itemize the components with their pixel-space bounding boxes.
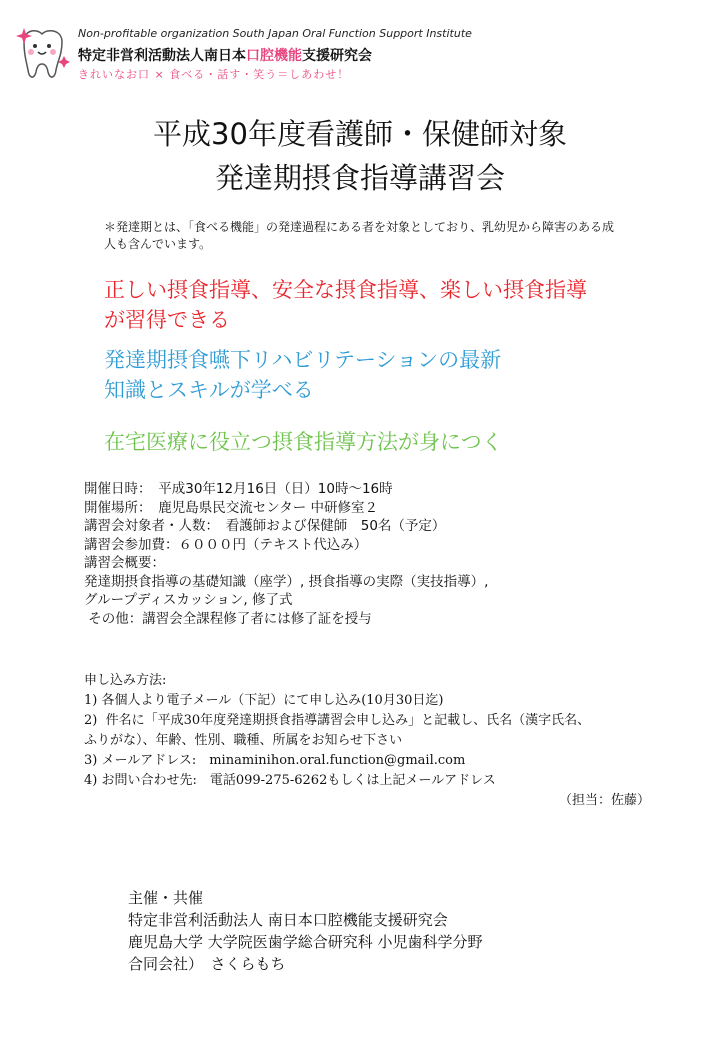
highlight-line: 正しい摂食指導、安全な摂食指導、楽しい摂食指導 xyxy=(104,278,587,302)
detail-line: 講習会対象者・人数： 看護師および保健師 50名（予定） xyxy=(84,518,446,534)
highlight-line: が習得できる xyxy=(104,308,230,332)
org-name-japanese xyxy=(78,45,372,65)
organizer-item: 合同会社） さくらもち xyxy=(128,955,286,973)
slogan: きれいなお口 × 食べる・話す・笑う＝しあわせ！ xyxy=(78,68,350,81)
org-name-highlight: 口腔機能 xyxy=(246,48,302,64)
detail-line: 講習会参加費：６０００円（テキスト代込み） xyxy=(84,536,368,553)
org-name-english: Non-profitable organization South Japan Oral Function Support Institute xyxy=(78,27,472,40)
apply-line: 1) 各個人より電子メール（下記）にて申し込み(10月30日迄) xyxy=(84,693,444,708)
apply-line: 2) 件名に「平成30年度発達期摂食指導講習会申し込み」と記載し、氏名（漢字氏名、 xyxy=(84,713,591,728)
organizers xyxy=(128,887,483,975)
detail-line: 開催場所： 鹿児島県民交流センター 中研修室２ xyxy=(84,499,379,516)
apply-line: 申し込み方法: xyxy=(84,673,167,688)
org-name-suffix: 支援研究会 xyxy=(302,48,372,64)
organizer-item: 特定非営利活動法人 南日本口腔機能支援研究会 xyxy=(128,911,448,929)
page-title-line1: 平成30年度看護師・保健師対象 xyxy=(153,117,567,151)
detail-line: その他：講習会全課程修了者には修了証を授与 xyxy=(84,610,372,627)
highlight-line: 知識とスキルが学べる xyxy=(104,378,314,402)
highlight-rehab-knowledge xyxy=(104,345,501,405)
apply-email-line[interactable]: 3) メールアドレス: minaminihon.oral.function@gmail.com xyxy=(84,753,466,768)
contact-person: （担当：佐藤） xyxy=(558,793,650,808)
highlight-correct-feeding xyxy=(104,275,587,335)
detail-line: グループディスカッション, 修了式 xyxy=(84,592,293,608)
apply-line: 4) お問い合わせ先: 電話099-275-6262もしくは上記メールアドレス xyxy=(84,773,496,788)
apply-line: ふりがな）、年齢、性別、職種、所属をお知らせ下さい xyxy=(84,733,403,748)
page-title-line2: 発達期摂食指導講習会 xyxy=(214,161,505,195)
highlight-line: 在宅医療に役立つ摂食指導方法が身につく xyxy=(104,430,503,454)
application-instructions xyxy=(84,671,590,791)
tooth-mascot-icon xyxy=(14,24,70,84)
detail-line: 発達期摂食指導の基礎知識（座学）, 摂食指導の実際（実技指導）, xyxy=(84,573,489,590)
organizers-heading: 主催・共催 xyxy=(128,889,204,907)
event-details xyxy=(84,480,488,628)
organizer-item: 鹿児島大学 大学院医歯学総合研究科 小児歯科学分野 xyxy=(128,933,483,951)
org-name-prefix: 特定非営利活動法人南日本 xyxy=(78,48,246,64)
definition-note: ＊発達期とは、「食べる機能」の発達過程にある者を対象としており、乳幼児から障害のある成人も含んでいます。 xyxy=(104,220,615,251)
detail-line: 開催日時： 平成30年12月16日（日）10時～16時 xyxy=(84,481,393,497)
detail-line: 講習会概要： xyxy=(84,555,165,571)
highlight-line: 発達期摂食嚥下リハビリテーションの最新 xyxy=(104,348,502,372)
highlight-home-care xyxy=(104,427,503,457)
